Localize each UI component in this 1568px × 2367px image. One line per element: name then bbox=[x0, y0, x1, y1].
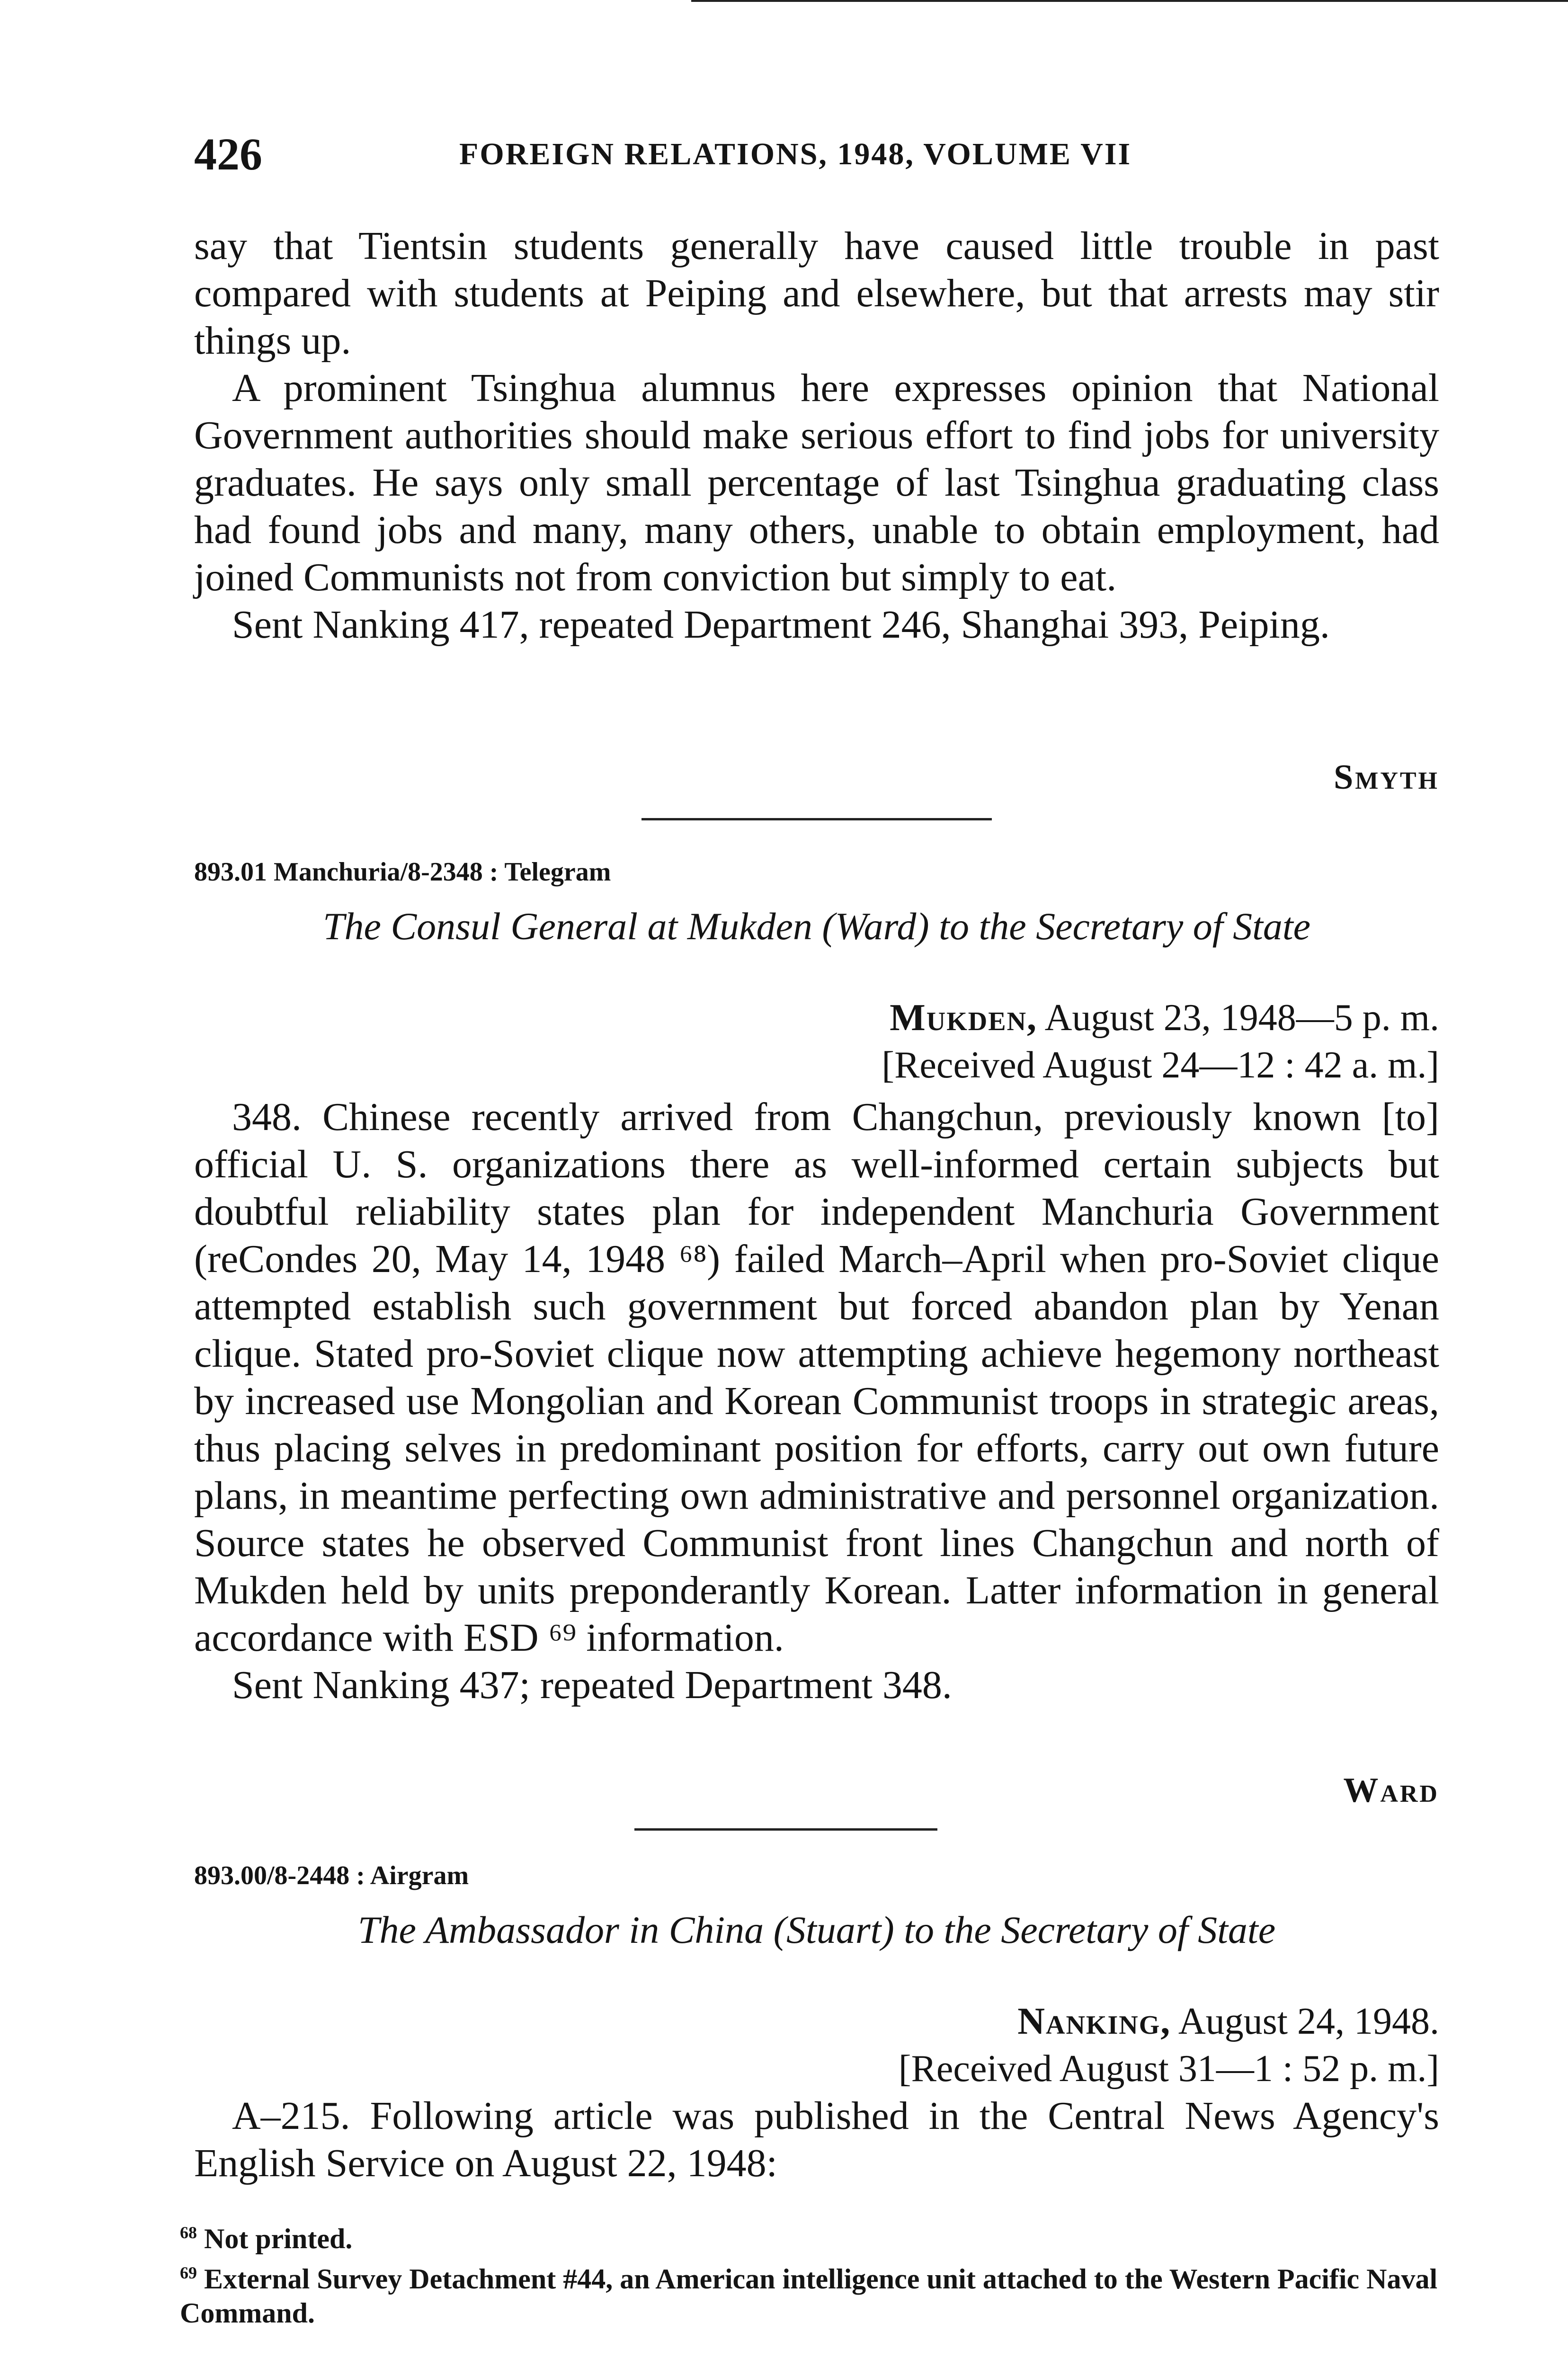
document-title: The Ambassador in China (Stuart) to the Secretary of State bbox=[357, 1908, 1276, 1951]
footnote-text: Not printed. bbox=[204, 2223, 353, 2254]
footnote bbox=[180, 2256, 1439, 2330]
dateline-date: August 24, 1948. bbox=[1171, 2001, 1439, 2042]
footnote-mark: 69 bbox=[180, 2263, 197, 2282]
paragraph: say that Tientsin students generally have caused little trouble in past compared with students at Peiping and elsewhere, but that arrests may stir things up. bbox=[194, 224, 1439, 363]
dateline bbox=[882, 994, 1439, 1089]
footnote-text: External Survey Detachment #44, an American intelligence unit attached to the Western Pacific Naval Command. bbox=[180, 2263, 1438, 2329]
section-divider bbox=[634, 1828, 937, 1831]
dateline-place: Mukden, bbox=[890, 997, 1038, 1039]
telegram-body bbox=[194, 1094, 1439, 1709]
paragraph: Sent Nanking 437; repeated Department 348. bbox=[232, 1663, 952, 1707]
airgram-body bbox=[194, 2092, 1439, 2187]
running-title: FOREIGN RELATIONS, 1948, VOLUME VII bbox=[459, 137, 1132, 171]
dateline-date: August 23, 1948—5 p. m. bbox=[1037, 997, 1439, 1039]
paragraph: A prominent Tsinghua alumnus here expresses opinion that National Government authorities should make serious effort to find jobs for university graduates. He says only small percentage of last Tsinghua graduating class had found jobs and many, many others, unable to obtain employment, had joined Communists not from conviction but simply to eat. bbox=[194, 366, 1439, 599]
file-reference: 893.00/8-2448 : Airgram bbox=[194, 1861, 469, 1890]
dateline-place: Nanking, bbox=[1017, 2001, 1171, 2042]
footnotes bbox=[180, 2216, 1439, 2330]
signature-ward: Ward bbox=[1343, 1771, 1439, 1810]
page-top-edge-line bbox=[691, 0, 1568, 2]
footnote bbox=[180, 2216, 1439, 2256]
page-number: 426 bbox=[194, 129, 262, 179]
received-line: [Received August 31—1 : 52 p. m.] bbox=[898, 2048, 1439, 2090]
dateline bbox=[899, 1998, 1439, 2092]
paragraph: A–215. Following article was published in the Central News Agency's English Service on August 22, 1948: bbox=[194, 2094, 1439, 2185]
file-reference: 893.01 Manchuria/8-2348 : Telegram bbox=[194, 857, 611, 887]
received-line: [Received August 24—12 : 42 a. m.] bbox=[882, 1044, 1439, 1086]
page-header bbox=[194, 128, 1439, 180]
section-divider bbox=[641, 818, 992, 820]
paragraph: 348. Chinese recently arrived from Changchun, previously known [to] official U. S. organizations there as well-informed certain subjects but doubtful reliability states plan for independent Manchuria Government (reCondes 20, May 14, 1948 ⁶⁸) failed March–April when pro-Soviet clique attempted establish such government but forced abandon plan by Yenan clique. Stated pro-Soviet clique now attempting achieve hegemony northeast by increased use Mongolian and Korean Communist troops in strategic areas, thus placing selves in predominant position for efforts, carry out own future plans, in meantime perfecting own administrative and personnel organization. Source states he observed Communist front lines Changchun and north of Mukden held by units preponderantly Korean. Latter information in general accordance with ESD ⁶⁹ information. bbox=[194, 1095, 1439, 1660]
continuation-text bbox=[194, 222, 1439, 649]
footnote-mark: 68 bbox=[180, 2223, 197, 2242]
document-title: The Consul General at Mukden (Ward) to the Secretary of State bbox=[322, 905, 1311, 948]
paragraph: Sent Nanking 417, repeated Department 246, Shanghai 393, Peiping. bbox=[232, 603, 1330, 647]
signature-smyth: Smyth bbox=[1334, 758, 1439, 797]
